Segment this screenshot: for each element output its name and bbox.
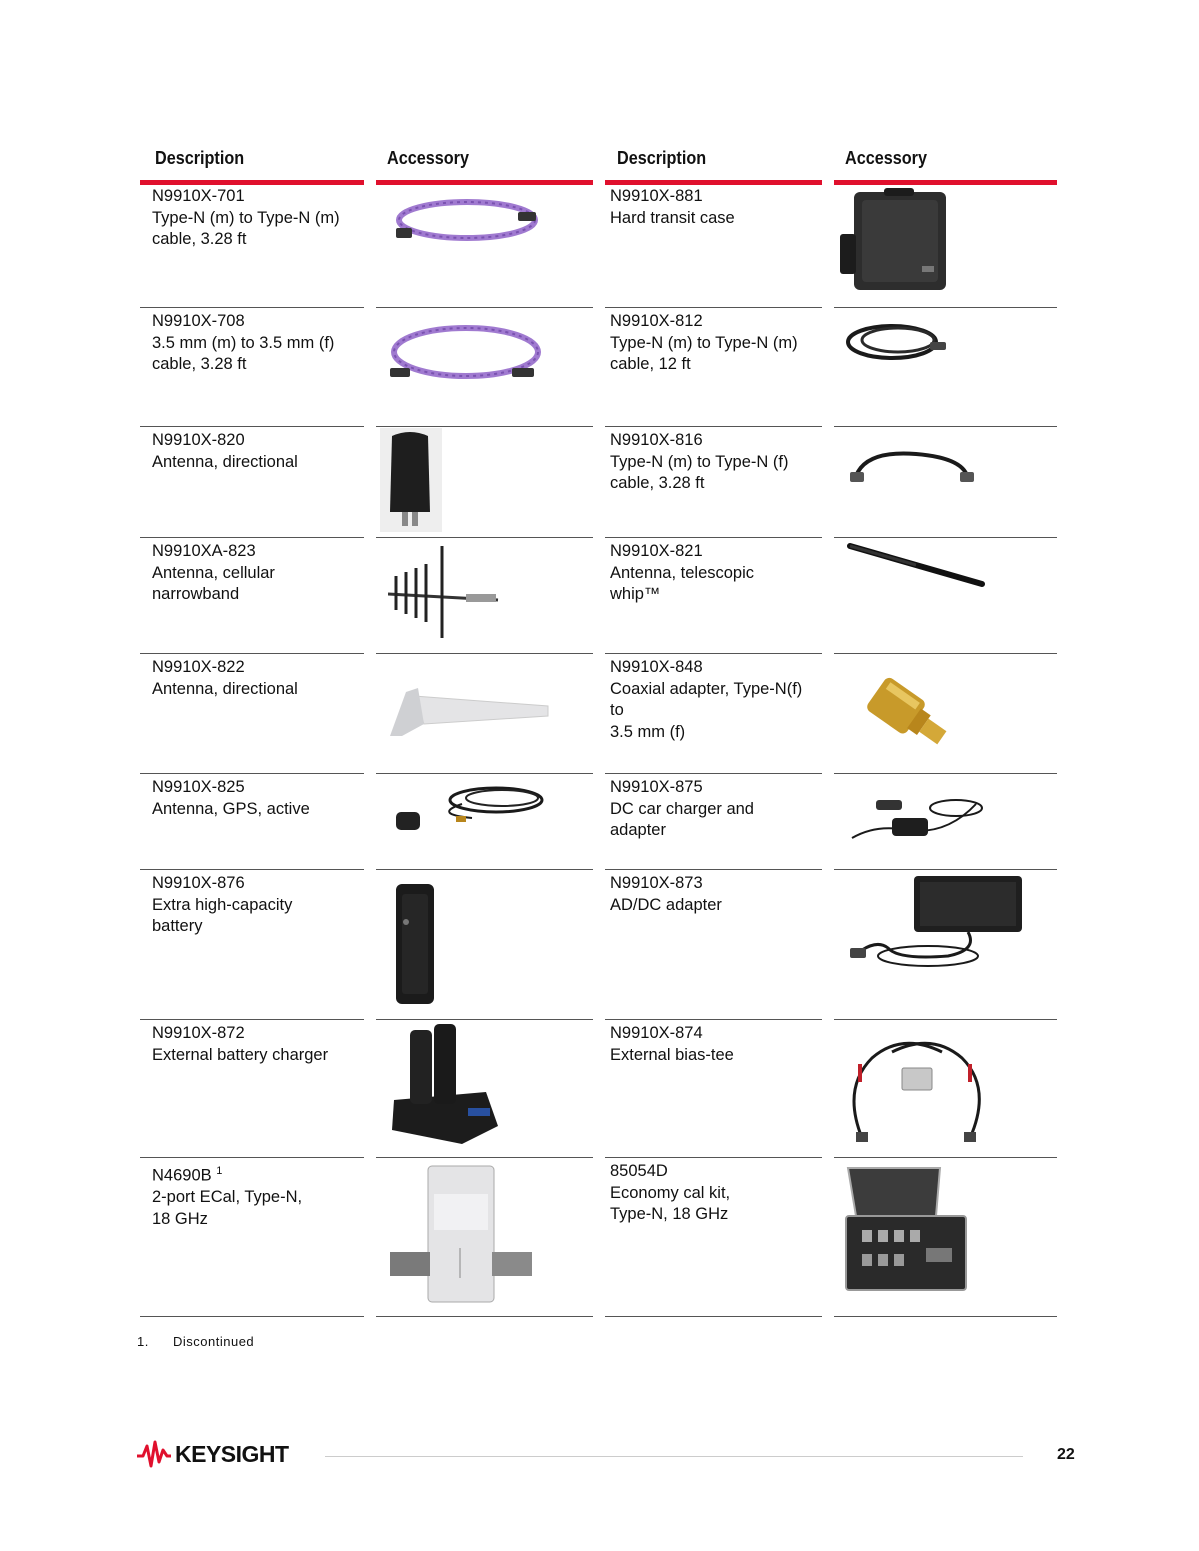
header-rule bbox=[834, 180, 1057, 185]
keysight-logo bbox=[137, 1440, 289, 1468]
footnote-ref: 1 bbox=[216, 1165, 223, 1177]
page-number: 22 bbox=[1057, 1446, 1075, 1463]
purple-cable-icon bbox=[384, 318, 544, 386]
table-row-description: N9910X-848 Coaxial adapter, Type-N(f) to 3.5 mm (f) bbox=[610, 658, 803, 742]
table-row-description: N9910X-876 Extra high-capacity battery bbox=[152, 874, 293, 936]
ac-dc-adapter-icon bbox=[848, 876, 1024, 980]
table-row-description: N9910X-825 Antenna, GPS, active bbox=[152, 778, 310, 818]
table-row-description: N9910X-816 Type-N (m) to Type-N (f) cable, 3.28 ft bbox=[610, 431, 789, 493]
cal-kit-case-icon bbox=[842, 1164, 968, 1294]
table-row-description: N9910X-872 External battery charger bbox=[152, 1024, 329, 1064]
header-accessory-2: Accessory bbox=[845, 148, 927, 168]
header-rule bbox=[605, 180, 822, 185]
keysight-wave-icon bbox=[137, 1440, 171, 1468]
black-cable-coil-icon bbox=[842, 318, 952, 368]
telescopic-whip-icon bbox=[846, 542, 986, 588]
black-transit-case-icon bbox=[840, 186, 950, 294]
yagi-antenna-icon bbox=[388, 544, 502, 640]
gps-antenna-icon bbox=[392, 784, 548, 836]
table-row-description: N9910X-874 External bias-tee bbox=[610, 1024, 734, 1064]
battery-charger-icon bbox=[390, 1022, 502, 1146]
battery-icon bbox=[394, 882, 436, 1006]
black-cable-icon bbox=[846, 446, 976, 486]
table-row-description: N9910X-881 Hard transit case bbox=[610, 187, 735, 227]
header-description-2: Description bbox=[617, 148, 707, 168]
header-description-1: Description bbox=[155, 148, 245, 168]
panel-antenna-icon bbox=[380, 428, 442, 532]
purple-cable-icon bbox=[392, 192, 542, 250]
log-periodic-antenna-icon bbox=[384, 684, 552, 740]
table-row-description: N9910X-875 DC car charger and adapter bbox=[610, 778, 754, 840]
table-row-description: N9910X-820 Antenna, directional bbox=[152, 431, 298, 471]
table-row-description: N9910X-873 AD/DC adapter bbox=[610, 874, 722, 914]
header-accessory-1: Accessory bbox=[387, 148, 469, 168]
header-rule bbox=[376, 180, 593, 185]
table-row-description: N4690B $^1$ 2-port ECal, Type-N, 18 GHz bbox=[152, 1165, 303, 1228]
car-charger-icon bbox=[846, 794, 986, 846]
table-row-description: N9910X-708 3.5 mm (m) to 3.5 mm (f) cable, 3.28 ft bbox=[152, 312, 335, 374]
ecal-module-icon bbox=[390, 1164, 532, 1304]
table-row-description: N9910X-701 Type-N (m) to Type-N (m) cable, 3.28 ft bbox=[152, 187, 340, 249]
footer-divider bbox=[325, 1456, 1023, 1457]
bias-tee-icon bbox=[842, 1028, 990, 1146]
table-row-description: N9910X-812 Type-N (m) to Type-N (m) cable, 12 ft bbox=[610, 312, 798, 374]
header-rule bbox=[140, 180, 364, 185]
table-row-description: 85054D Economy cal kit, Type-N, 18 GHz bbox=[610, 1162, 731, 1224]
table-row-description: N9910X-821 Antenna, telescopic whip™ bbox=[610, 542, 755, 604]
brand-name: KEYSIGHT bbox=[175, 1440, 289, 1467]
gold-adapter-icon bbox=[850, 664, 960, 760]
table-row-description: N9910XA-823 Antenna, cellular narrowband bbox=[152, 542, 275, 604]
footnote: 1. Discontinued bbox=[137, 1334, 255, 1349]
table-row-description: N9910X-822 Antenna, directional bbox=[152, 658, 298, 698]
